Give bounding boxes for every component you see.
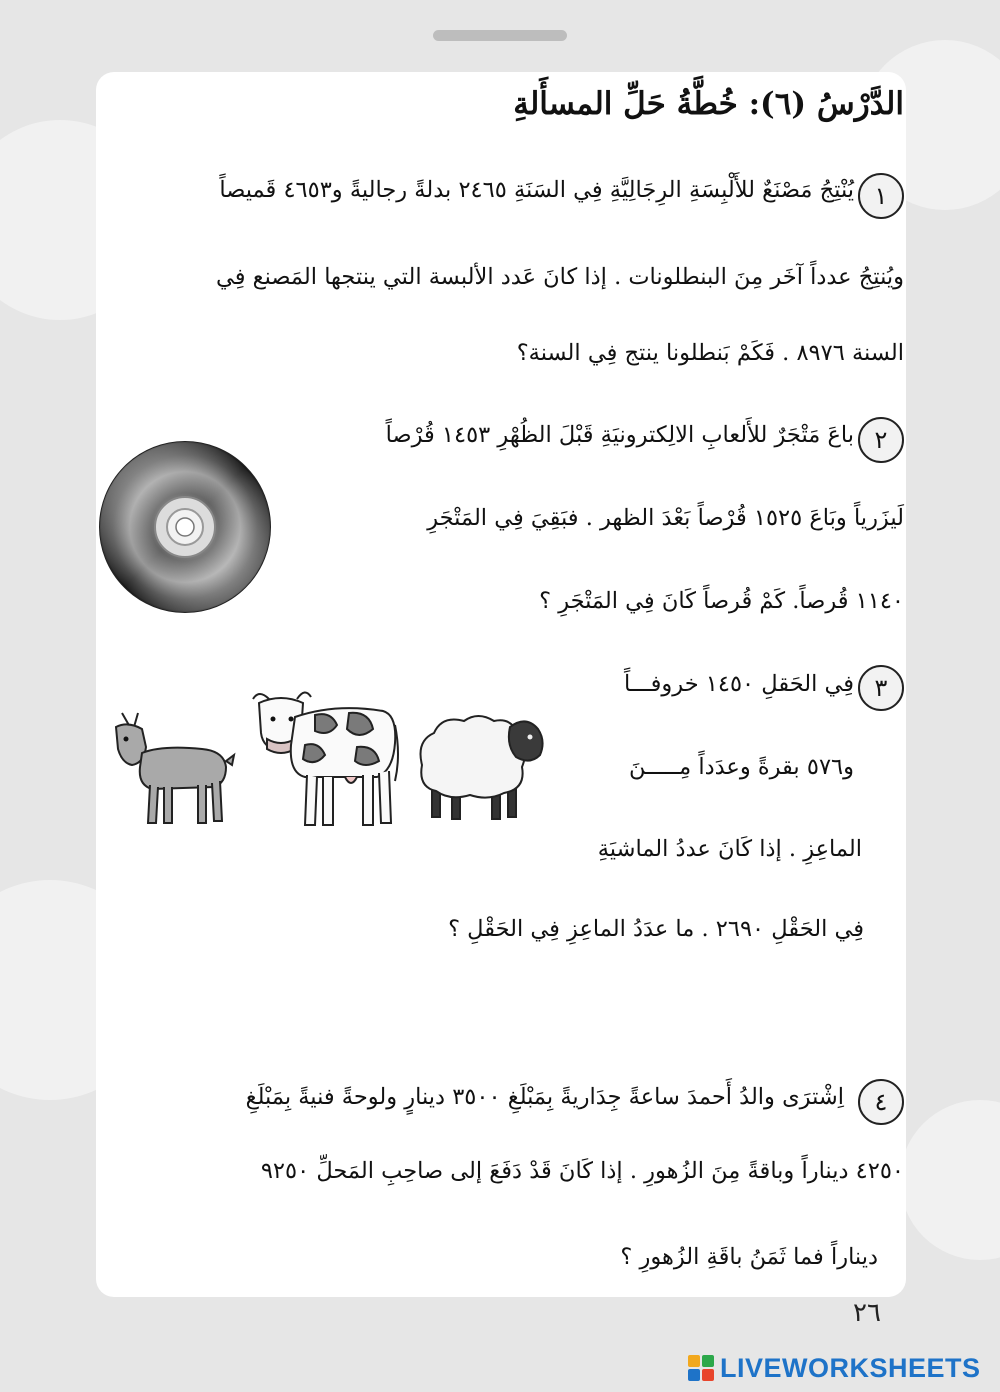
problem-1-line-3: السنة ٨٩٧٦ . فَكَمْ بَنطلونا ينتج فِي السنة؟: [516, 340, 904, 366]
problem-2-line-1: باعَ مَتْجَرٌ للأَلعابِ الالِكترونيَةِ قَبْلَ الظُهْرِ ١٤٥٣ قُرْصاً: [385, 422, 854, 448]
problem-1-line-1: يُنْتِجُ مَصْنَعٌ للأَلْبِسَةِ الرِجَالِيَّةِ فِي السَنَةِ ٢٤٦٥ بدلةً رجاليةً و٤٦٥٣ قَميصاً: [219, 177, 854, 203]
problem-4-line-2: ٤٢٥٠ ديناراً وباقةً مِنَ الزُهورِ . إذا كَانَ قَدْ دَفَعَ إلى صاحِبِ المَحلِّ ٩٢٥٠: [260, 1158, 904, 1184]
goat-image: [102, 705, 237, 830]
problem-number-badge: ٤: [858, 1079, 904, 1125]
problem-4-line-3: ديناراً فما ثَمَنُ باقَةِ الزُهورِ ؟: [620, 1244, 878, 1270]
problem-2-line-3: ١١٤٠ قُرصاً. كَمْ قُرصاً كَانَ فِي المَتْجَرِ ؟: [539, 588, 904, 614]
problem-number-badge: ٢: [858, 417, 904, 463]
problem-number-badge: ٣: [858, 665, 904, 711]
problem-3-line-4: فِي الحَقْلِ ٢٦٩٠ . ما عدَدُ الماعِزِ فِي الحَقْلِ ؟: [448, 916, 864, 942]
sheet-drag-handle[interactable]: [433, 30, 567, 41]
background-bubble: [900, 1100, 1000, 1260]
problem-1-line-2: ويُنتِجُ عدداً آخَر مِنَ البنطلونات . إذا كانَ عَدد الألبسة التي ينتجها المَصنع فِي: [215, 264, 904, 290]
lesson-title: الدَّرْسُ (٦): خُطَّةُ حَلِّ المسأَلةِ: [513, 86, 904, 122]
problem-4-line-1: اِشْترَى والدُ أَحمدَ ساعةً جِدَاريةً بِمَبْلَغِ ٣٥٠٠ دينارٍ ولوحةً فنيةً بِمَبْلَغِ: [245, 1084, 844, 1110]
page-number: ٢٦: [853, 1298, 881, 1328]
problem-3-line-1: فِي الحَقلِ ١٤٥٠ خروفـــاً: [624, 671, 854, 697]
cd-disc-image: [98, 440, 272, 614]
brand-name: LIVEWORKSHEETS: [720, 1352, 981, 1383]
problem-3-line-3: الماعِزِ . إذا كَانَ عددُ الماشيَةِ: [597, 836, 862, 862]
problem-number-badge: ١: [858, 173, 904, 219]
sheep-image: [412, 705, 547, 823]
problem-2-line-2: لَيزَرياً وبَاعَ ١٥٢٥ قُرْصاً بَعْدَ الظهر . فبَقِيَ فِي المَتْجَرِ: [427, 505, 904, 531]
problem-3-line-2: و٥٧٦ بقرةً وعدَداً مِـــــنَ: [629, 754, 854, 780]
liveworksheets-logo[interactable]: [688, 1352, 981, 1384]
cow-image: [245, 685, 400, 833]
liveworksheets-logo-icon: [688, 1355, 714, 1381]
